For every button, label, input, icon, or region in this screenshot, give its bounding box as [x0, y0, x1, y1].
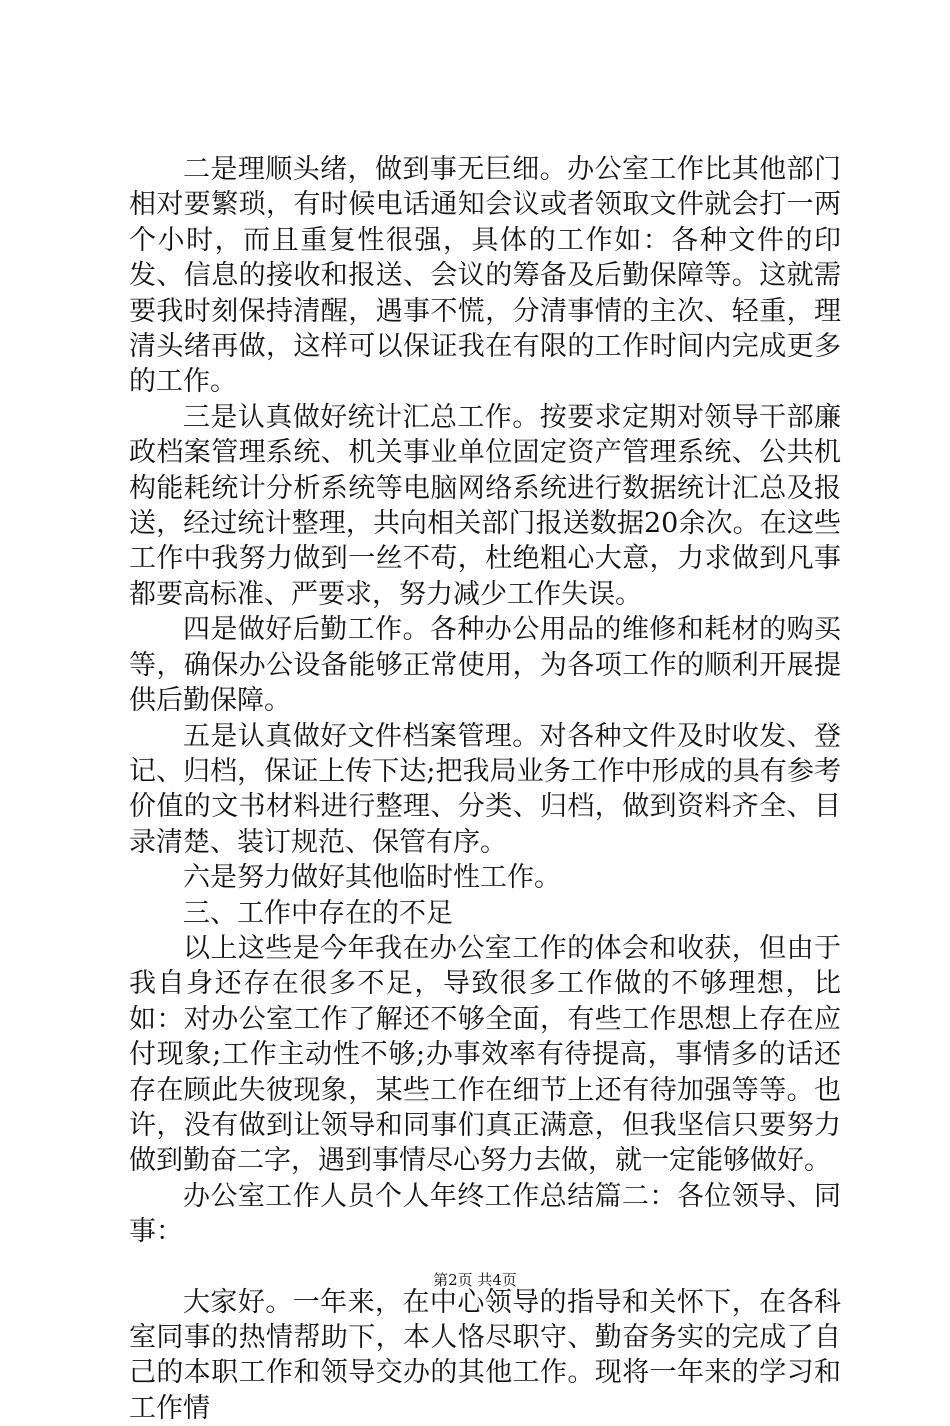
paragraph-item-5: 五是认真做好文件档案管理。对各种文件及时收发、登记、归档，保证上传下达;把我局业务工作中形成的具有参考价值的文书材料进行整理、分类、归档，做到资料齐全、目录清楚、装订规范、保管有序。 [129, 720, 841, 858]
paragraph-greeting: 大家好。一年来，在中心领导的指导和关怀下，在各科室同事的热情帮助下，本人恪尽职守、勤奋务实的完成了自己的本职工作和领导交办的其他工作。现将一年来的学习和工作情 [129, 1286, 841, 1424]
section-heading: 三、工作中存在的不足 [183, 897, 453, 929]
paragraph-item-4: 四是做好后勤工作。各种办公用品的维修和耗材的购买等，确保办公设备能够正常使用，为各项工作的顺利开展提供后勤保障。 [129, 614, 841, 717]
paragraph-item-6: 六是努力做好其他临时性工作。 [183, 862, 561, 894]
paragraph-item-3: 三是认真做好统计汇总工作。按要求定期对领导干部廉政档案管理系统、机关事业单位固定资产管理系统、公共机构能耗统计分析系统等电脑网络系统进行数据统计汇总及报送，经过统计整理，共向相关部门报送数据20余次。在这些工作中我努力做到一丝不苟，杜绝粗心大意，力求做到凡事都要高标准、严要求，努力减少工作失误。 [129, 401, 841, 610]
paragraph-shortcomings: 以上这些是今年我在办公室工作的体会和收获，但由于我自身还存在很多不足，导致很多工作做的不够理想，比如：对办公室工作了解还不够全面，有些工作思想上存在应付现象;工作主动性不够;办事效率有待提高，事情多的话还存在顾此失彼现象，某些工作在细节上还有待加强等等。也许，没有做到让领导和同事们真正满意，但我坚信只要努力做到勤奋二字，遇到事情尽心努力去做，就一定能够做好。 [129, 932, 841, 1177]
article-two-heading: 办公室工作人员个人年终工作总结篇二：各位领导、同事： [129, 1180, 841, 1248]
page-number-footer: 第2页 共4页 [433, 1271, 517, 1289]
paragraph-item-2: 二是理顺头绪，做到事无巨细。办公室工作比其他部门相对要繁琐，有时候电话通知会议或者领取文件就会打一两个小时，而且重复性很强，具体的工作如：各种文件的印发、信息的接收和报送、会议的筹备及后勤保障等。这就需要我时刻保持清醒，遇事不慌，分清事情的主次、轻重，理清头绪再做，这样可以保证我在有限的工作时间内完成更多的工作。 [129, 154, 841, 398]
document-body [129, 152, 841, 1426]
